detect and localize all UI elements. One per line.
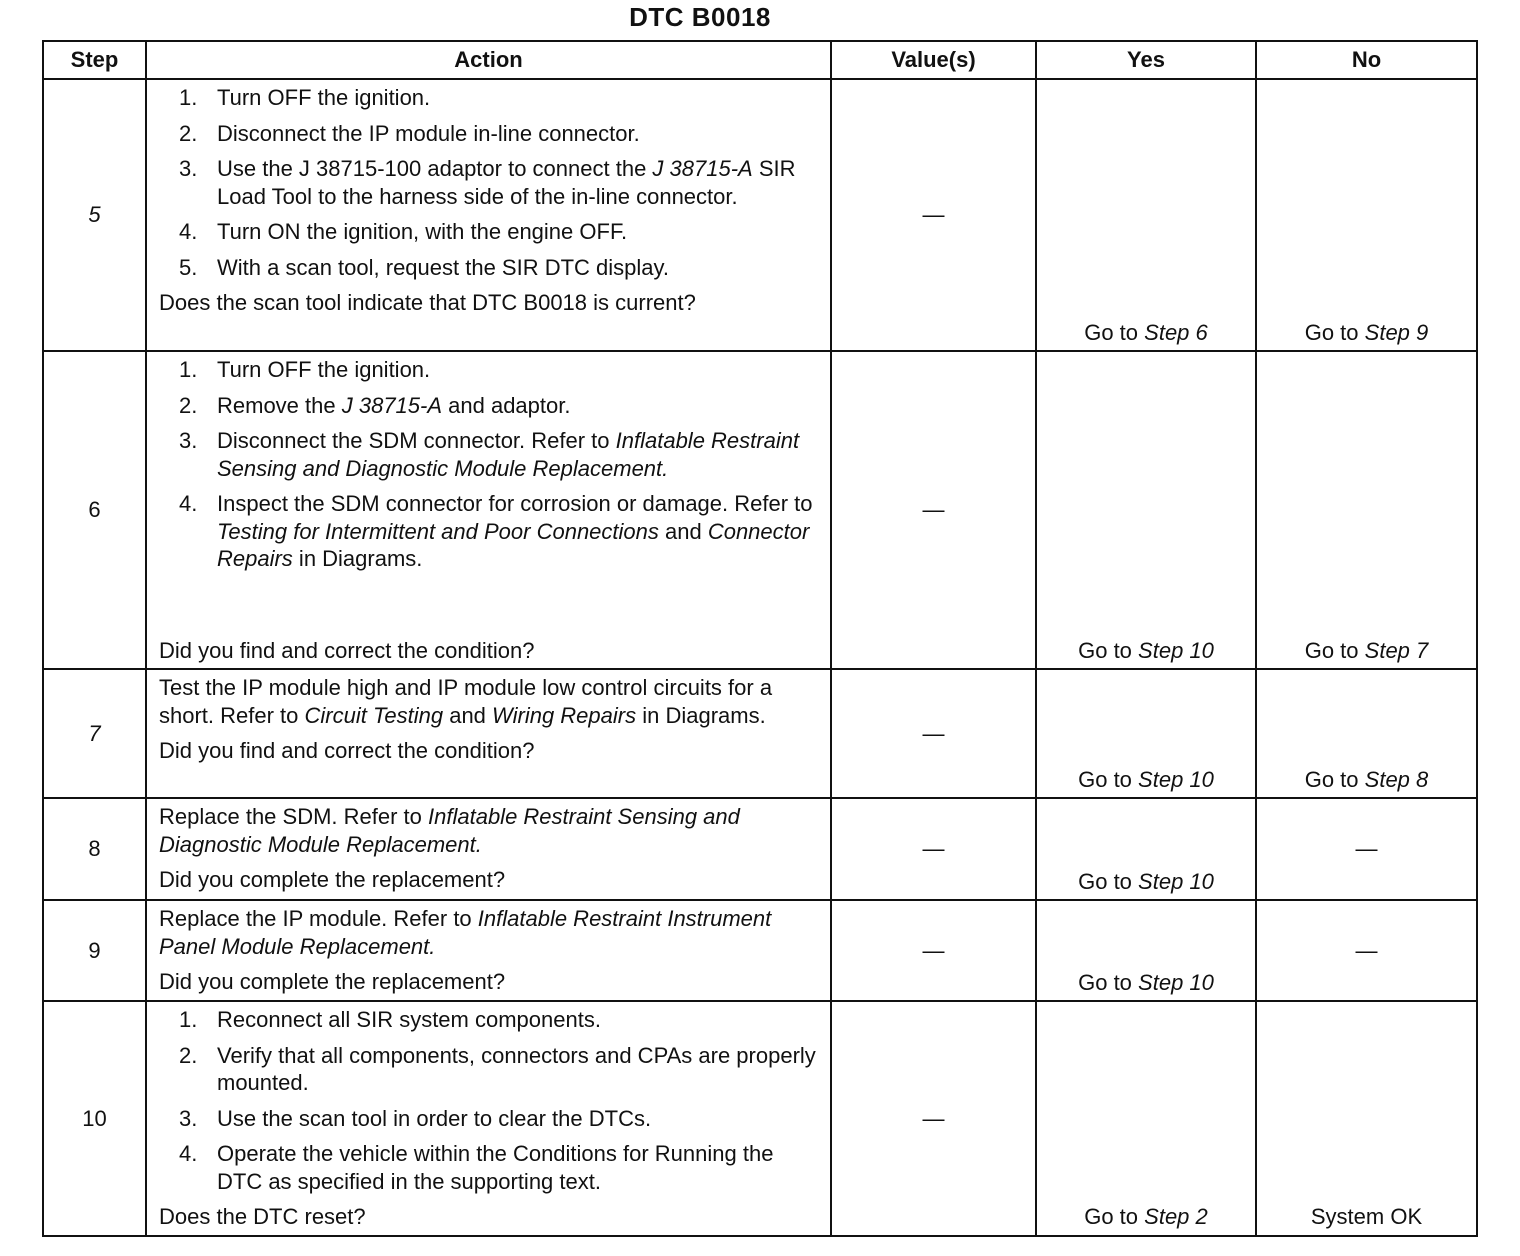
list-item: 4. Inspect the SDM connector for corrosion or damage. Refer to Testing for Intermittent and Poor Connections and Connector Repairs in Diagrams.: [179, 491, 813, 571]
value-cell: —: [831, 79, 1036, 351]
action-cell: [146, 669, 831, 798]
header-action: Action: [146, 41, 831, 79]
list-item: 2. Verify that all components, connectors and CPAs are properly mounted.: [179, 1042, 816, 1095]
step-number: 7: [43, 669, 146, 798]
step-number: 10: [43, 1001, 146, 1236]
no-cell: Go to Step 9: [1256, 79, 1477, 351]
no-cell: —: [1256, 900, 1477, 1001]
list-item: 4. Turn ON the ignition, with the engine OFF.: [179, 219, 628, 244]
yes-cell: Go to Step 10: [1036, 798, 1256, 900]
yes-cell: Go to Step 10: [1036, 669, 1256, 798]
table-header-row: [43, 41, 1477, 79]
list-item: 2. Disconnect the IP module in-line connector.: [179, 120, 640, 146]
table-row: [43, 798, 1477, 900]
action-cell: [146, 900, 831, 1001]
table-row: [43, 900, 1477, 1001]
no-cell: Go to Step 8: [1256, 669, 1477, 798]
step-number: 5: [43, 79, 146, 351]
value-cell: —: [831, 351, 1036, 669]
action-text: Test the IP module high and IP module low control circuits for a short. Refer to Circuit Testing and Wiring Repairs in Diagrams.: [159, 675, 773, 728]
list-item: 4. Operate the vehicle within the Conditions for Running the DTC as specified in the supporting text.: [179, 1141, 774, 1194]
action-cell: [146, 79, 831, 351]
action-cell: [146, 351, 831, 669]
question: Did you find and correct the condition?: [159, 738, 535, 763]
table-row: [43, 351, 1477, 669]
yes-cell: Go to Step 2: [1036, 1001, 1256, 1236]
yes-cell: Go to Step 10: [1036, 900, 1256, 1001]
step-number: 6: [43, 351, 146, 669]
action-text: Replace the SDM. Refer to Inflatable Restraint Sensing and Diagnostic Module Replacement.: [159, 804, 740, 857]
no-cell: Go to Step 7: [1256, 351, 1477, 669]
list-item: 1. Reconnect all SIR system components.: [179, 1007, 601, 1032]
question: Does the scan tool indicate that DTC B0018 is current?: [159, 290, 696, 315]
header-yes: Yes: [1036, 41, 1256, 79]
question: Did you complete the replacement?: [159, 969, 506, 994]
question: Did you find and correct the condition?: [159, 637, 535, 663]
no-cell: System OK: [1256, 1001, 1477, 1236]
value-cell: —: [831, 900, 1036, 1001]
table-row: [43, 1001, 1477, 1236]
yes-cell: Go to Step 10: [1036, 351, 1256, 669]
table-row: [43, 669, 1477, 798]
action-cell: [146, 1001, 831, 1236]
table-row: [43, 79, 1477, 351]
list-item: 2. Remove the J 38715-A and adaptor.: [179, 392, 571, 418]
value-cell: —: [831, 669, 1036, 798]
question: Did you complete the replacement?: [159, 867, 506, 892]
list-item: 3. Use the scan tool in order to clear the DTCs.: [179, 1105, 652, 1131]
list-item: 3. Use the J 38715-100 adaptor to connect the J 38715-A SIR Load Tool to the harness side of the in-line connector.: [179, 156, 796, 209]
diagnostic-table: [42, 40, 1478, 1237]
header-values: Value(s): [831, 41, 1036, 79]
yes-cell: Go to Step 6: [1036, 79, 1256, 351]
action-cell: [146, 798, 831, 900]
action-text: Replace the IP module. Refer to Inflatable Restraint Instrument Panel Module Replacement.: [159, 906, 772, 959]
value-cell: —: [831, 798, 1036, 900]
page-title: DTC B0018: [629, 2, 771, 32]
list-item: 1. Turn OFF the ignition.: [179, 357, 431, 382]
question: Does the DTC reset?: [159, 1204, 366, 1229]
header-step: Step: [43, 41, 146, 79]
list-item: 1. Turn OFF the ignition.: [179, 85, 431, 110]
step-number: 9: [43, 900, 146, 1001]
value-cell: —: [831, 1001, 1036, 1236]
list-item: 5. With a scan tool, request the SIR DTC display.: [179, 254, 669, 280]
no-cell: —: [1256, 798, 1477, 900]
step-number: 8: [43, 798, 146, 900]
header-no: No: [1256, 41, 1477, 79]
list-item: 3. Disconnect the SDM connector. Refer to Inflatable Restraint Sensing and Diagnostic Module Replacement.: [179, 428, 800, 481]
